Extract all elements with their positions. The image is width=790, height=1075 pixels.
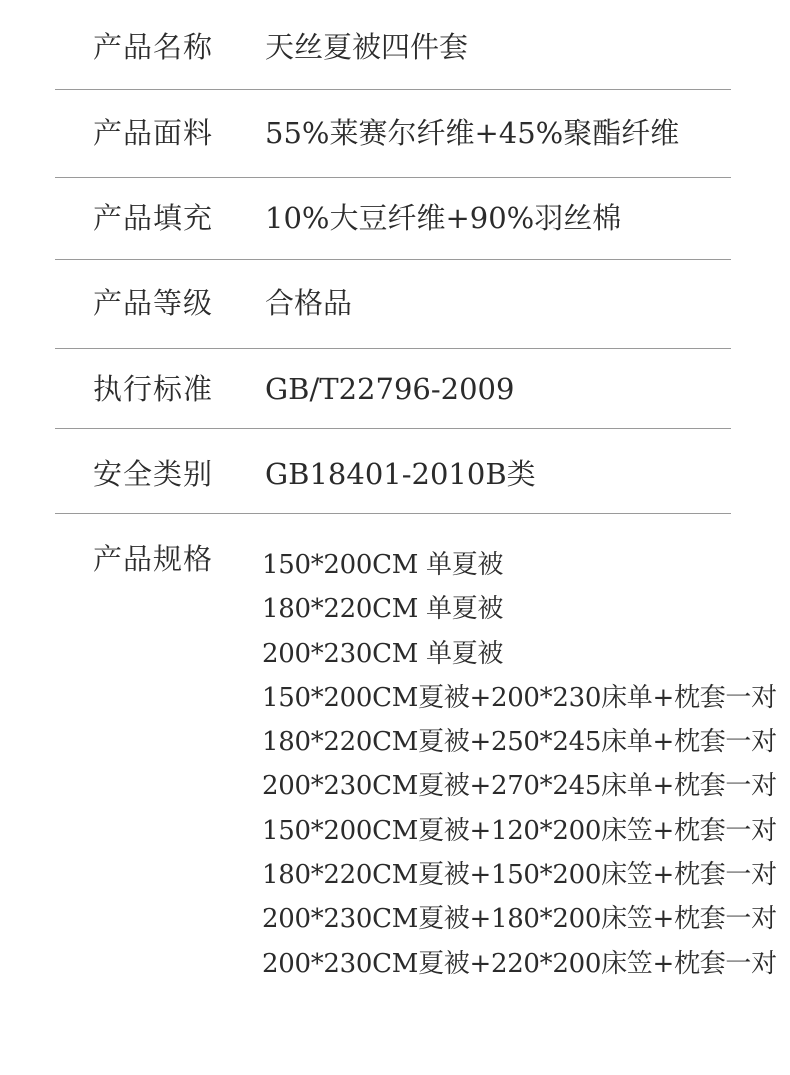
size-list-item: 200*230CM 单夏被 xyxy=(262,638,504,669)
size-list-item: 200*230CM夏被+270*245床单+枕套一对 xyxy=(262,771,777,802)
row-value: 10%大豆纤维+90%羽丝棉 xyxy=(265,201,622,235)
size-list-item: 150*200CM夏被+200*230床单+枕套一对 xyxy=(262,682,777,713)
divider xyxy=(55,177,731,178)
divider xyxy=(55,89,731,90)
row-value: 合格品 xyxy=(265,286,353,320)
row-value: 天丝夏被四件套 xyxy=(265,30,469,64)
size-list-item: 150*200CM 单夏被 xyxy=(262,550,504,580)
row-label: 产品规格 xyxy=(93,542,214,576)
size-list-item: 180*220CM 单夏被 xyxy=(262,594,504,625)
size-list-item: 180*220CM夏被+150*200床笠+枕套一对 xyxy=(262,860,777,891)
size-list-item: 180*220CM夏被+250*245床单+枕套一对 xyxy=(262,727,777,758)
divider xyxy=(55,259,731,260)
row-label: 产品填充 xyxy=(93,201,214,235)
row-value: GB18401-2010B类 xyxy=(265,457,536,491)
row-label: 执行标准 xyxy=(93,372,214,406)
divider xyxy=(55,348,731,349)
size-list-item: 150*200CM夏被+120*200床笠+枕套一对 xyxy=(262,815,777,846)
row-value: 55%莱赛尔纤维+45%聚酯纤维 xyxy=(265,116,680,150)
row-label: 产品等级 xyxy=(93,286,214,320)
size-list-item: 200*230CM夏被+220*200床笠+枕套一对 xyxy=(262,948,777,979)
size-list xyxy=(262,543,777,986)
row-label: 产品面料 xyxy=(93,116,214,150)
divider xyxy=(55,513,731,514)
row-value: GB/T22796-2009 xyxy=(265,372,515,406)
divider xyxy=(55,428,731,429)
size-list-item: 200*230CM夏被+180*200床笠+枕套一对 xyxy=(262,904,777,935)
row-label: 产品名称 xyxy=(93,30,214,64)
row-label: 安全类别 xyxy=(93,457,214,491)
